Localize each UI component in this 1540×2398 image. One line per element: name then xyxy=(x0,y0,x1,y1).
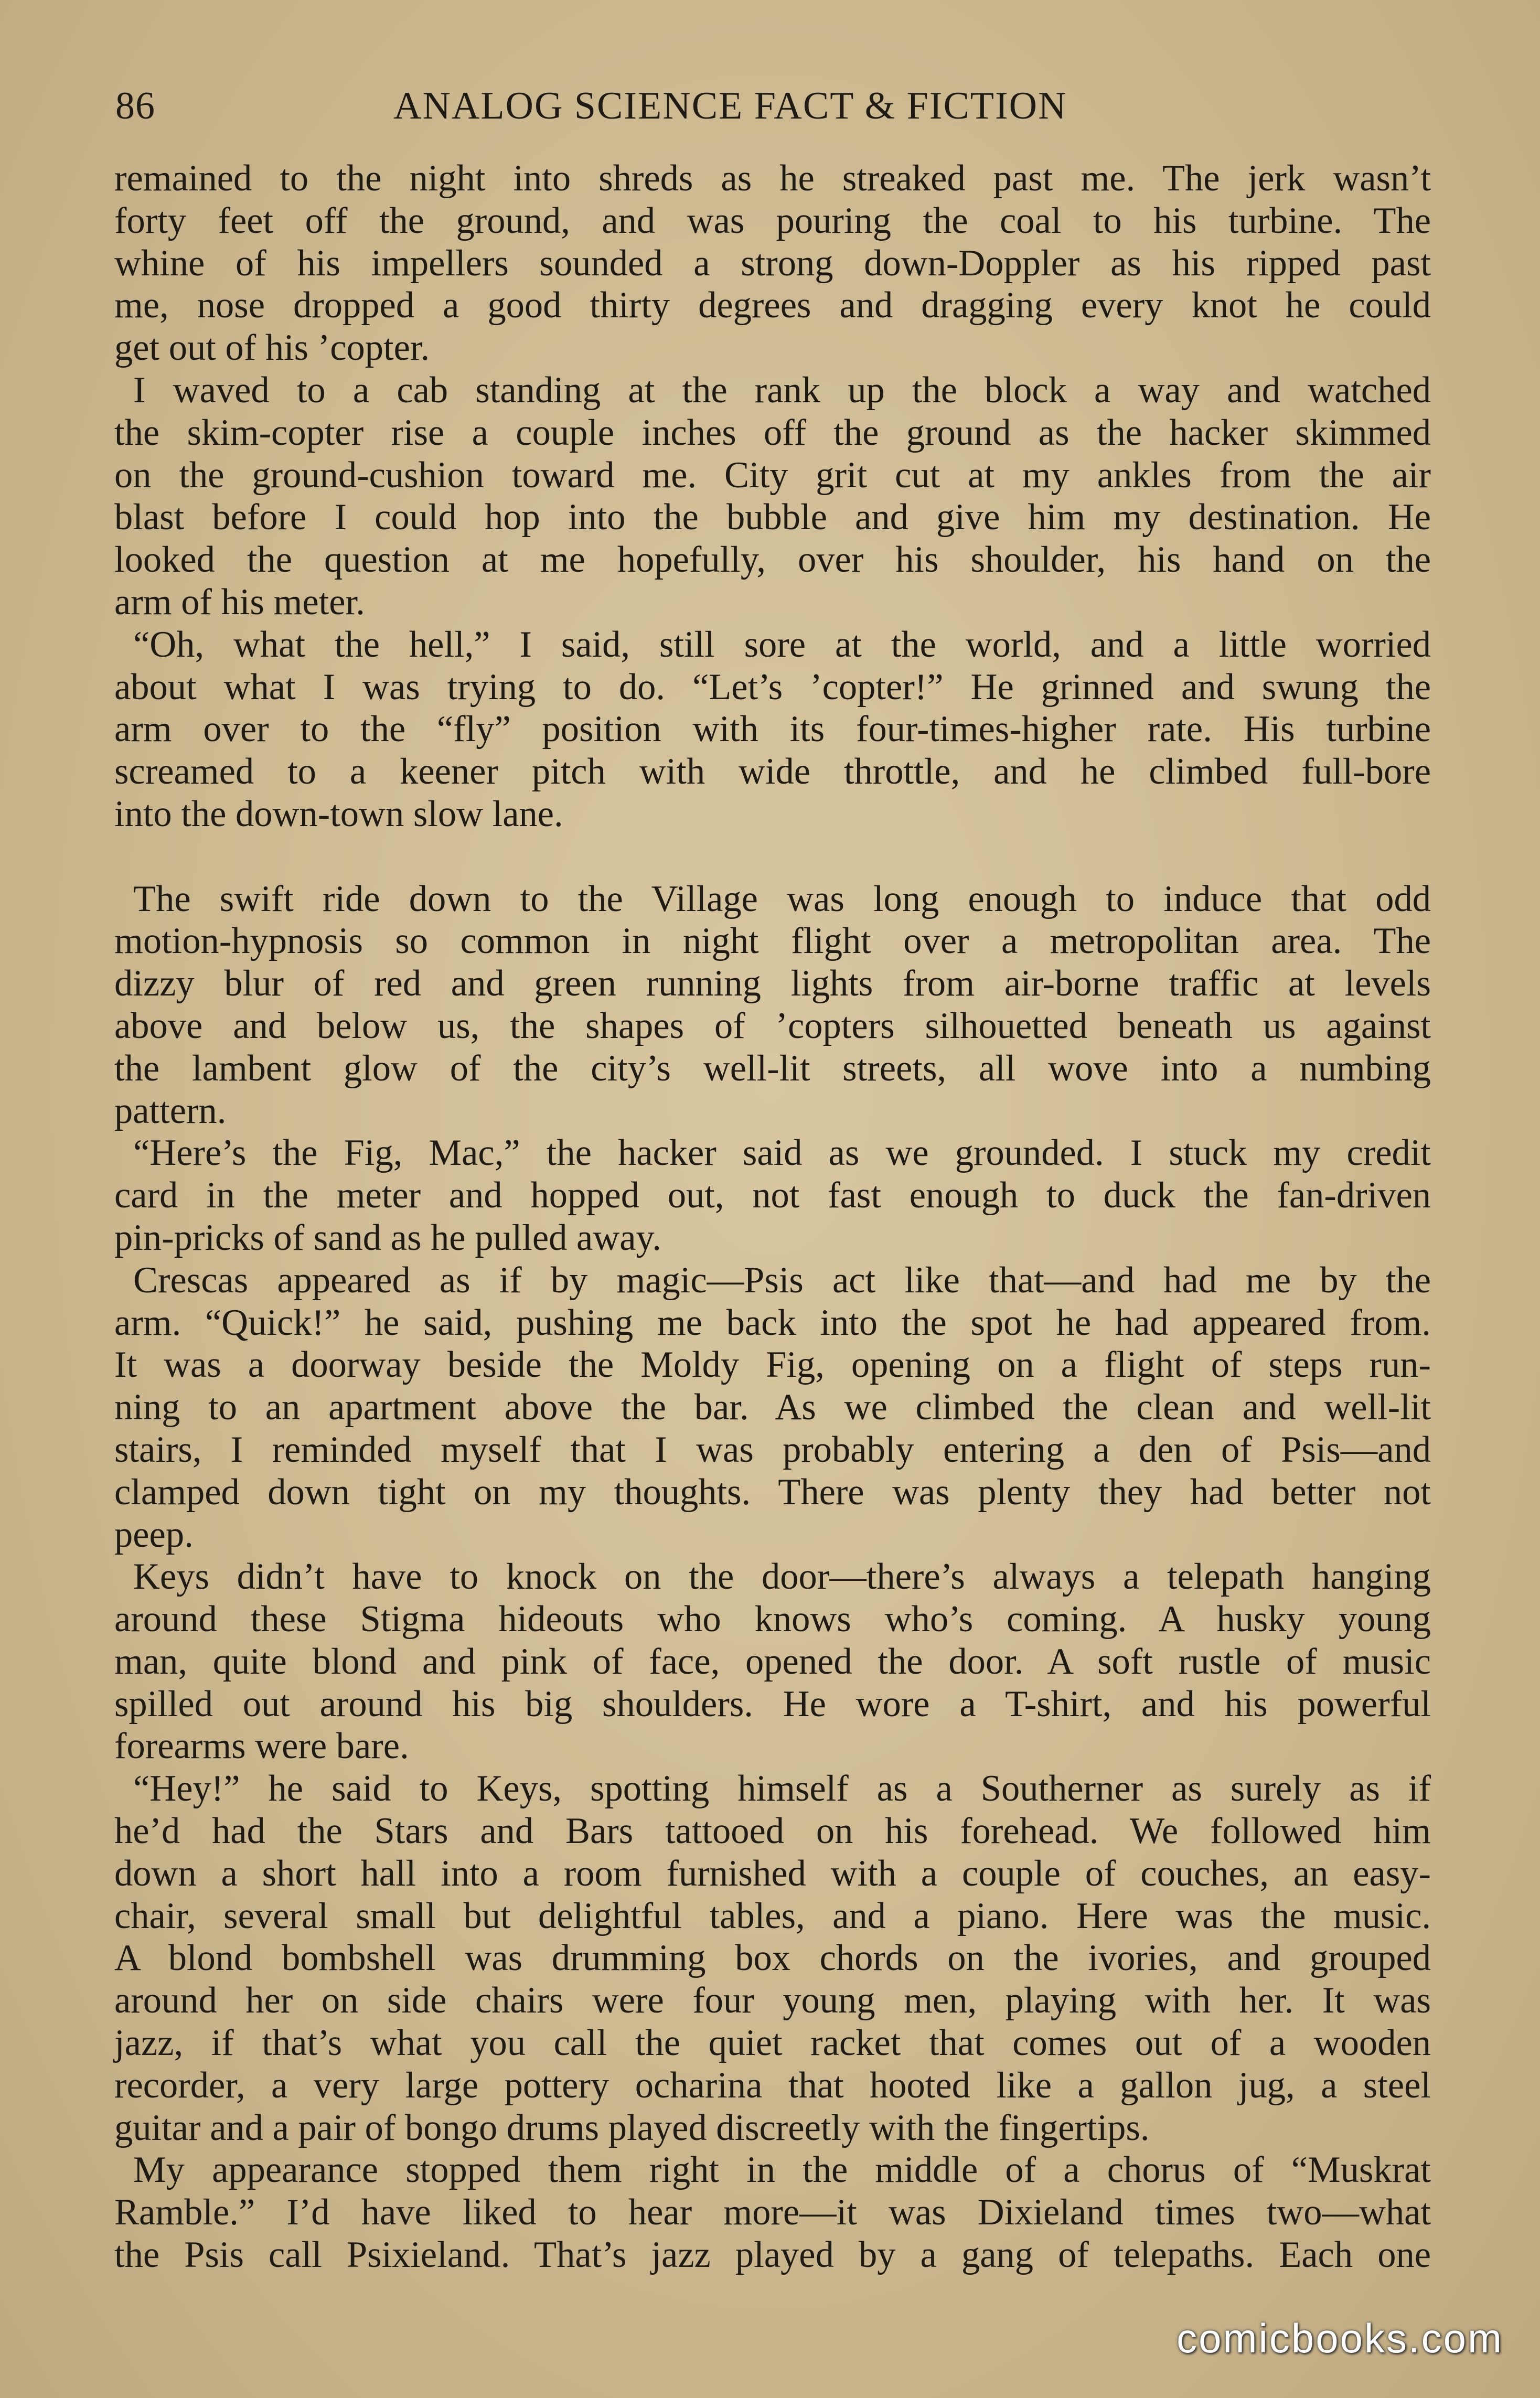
text-line: he’d had the Stars and Bars tattooed on his forehead. We followed him xyxy=(114,1811,1431,1852)
text-line: forty feet off the ground, and was pouring the coal to his turbine. The xyxy=(114,200,1431,241)
text-line: motion-hypnosis so common in night flight over a metropolitan area. The xyxy=(114,920,1431,962)
text-line: pattern. xyxy=(114,1090,227,1131)
text-line: into the down-town slow lane. xyxy=(114,793,563,834)
text-line: dizzy blur of red and green running lights from air-borne traffic at levels xyxy=(114,963,1431,1004)
text-line: on the ground-cushion toward me. City grit cut at my ankles from the air xyxy=(114,454,1431,496)
paragraph xyxy=(114,1768,1431,2149)
paragraph xyxy=(114,878,1431,1132)
text-line: recorder, a very large pottery ocharina that hooted like a gallon jug, a steel xyxy=(114,2064,1431,2106)
text-line: Crescas appeared as if by magic—Psis act like that—and had me by the xyxy=(133,1259,1431,1301)
text-line: chair, several small but delightful tables, and a piano. Here was the music. xyxy=(114,1895,1431,1936)
watermark: comicbooks.com xyxy=(1177,2315,1503,2361)
text-line: “Here’s the Fig, Mac,” the hacker said as we grounded. I stuck my credit xyxy=(133,1132,1431,1174)
text-line: about what I was trying to do. “Let’s ’copter!” He grinned and swung the xyxy=(114,666,1431,708)
text-line: the Psis call Psixieland. That’s jazz played by a gang of telepaths. Each one xyxy=(114,2234,1431,2276)
text-line: arm of his meter. xyxy=(114,581,365,623)
text-line: pin-pricks of sand as he pulled away. xyxy=(114,1217,661,1258)
text-line: screamed to a keener pitch with wide throttle, and he climbed full-bore xyxy=(114,751,1431,793)
text-line: the lambent glow of the city’s well-lit streets, all wove into a numbing xyxy=(114,1047,1431,1089)
text-line: jazz, if that’s what you call the quiet racket that comes out of a wooden xyxy=(114,2022,1431,2064)
text-line: me, nose dropped a good thirty degrees and dragging every knot he could xyxy=(114,285,1431,326)
text-line: stairs, I reminded myself that I was probably entering a den of Psis—and xyxy=(114,1429,1431,1470)
text-line: around these Stigma hideouts who knows who’s coming. A husky young xyxy=(114,1599,1431,1640)
text-line: My appearance stopped them right in the middle of a chorus of “Muskrat xyxy=(133,2149,1431,2191)
text-line: The swift ride down to the Village was long enough to induce that odd xyxy=(133,878,1431,919)
text-line: “Oh, what the hell,” I said, still sore at the world, and a little worried xyxy=(133,624,1431,665)
text-line: remained to the night into shreds as he streaked past me. The jerk wasn’t xyxy=(114,158,1431,199)
text-line: A blond bombshell was drumming box chords on the ivories, and grouped xyxy=(114,1937,1431,1979)
text-line: arm. “Quick!” he said, pushing me back into the spot he had appeared from. xyxy=(114,1302,1431,1343)
story-text xyxy=(114,157,1431,2276)
paragraph xyxy=(114,1132,1431,1259)
text-line: get out of his ’copter. xyxy=(114,327,430,369)
text-line: Ramble.” I’d have liked to hear more—it was Dixieland times two—what xyxy=(114,2192,1431,2233)
paragraph xyxy=(114,2149,1431,2276)
paragraph xyxy=(114,369,1431,624)
text-line: around her on side chairs were four young men, playing with her. It was xyxy=(114,1980,1431,2021)
text-line: blast before I could hop into the bubble and give him my destination. He xyxy=(114,497,1431,538)
text-line: I waved to a cab standing at the rank up the block a way and watched xyxy=(133,369,1431,411)
text-line: above and below us, the shapes of ’copters silhouetted beneath us against xyxy=(114,1005,1431,1046)
text-line: “Hey!” he said to Keys, spotting himself as a Southerner as surely as if xyxy=(133,1768,1431,1810)
running-head: ANALOG SCIENCE FACT & FICTION xyxy=(393,84,1067,127)
text-line: clamped down tight on my thoughts. There was plenty they had better not xyxy=(114,1471,1431,1513)
page-header xyxy=(115,84,1427,142)
text-line: looked the question at me hopefully, over his shoulder, his hand on the xyxy=(114,539,1431,581)
text-line: the skim-copter rise a couple inches off the ground as the hacker skimmed xyxy=(114,412,1431,453)
text-line: Keys didn’t have to knock on the door—there’s always a telepath hanging xyxy=(133,1556,1431,1598)
page-number: 86 xyxy=(115,84,155,127)
text-line: man, quite blond and pink of face, opened the door. A soft rustle of music xyxy=(114,1641,1431,1682)
paragraph xyxy=(114,1556,1431,1768)
section-break xyxy=(114,836,1431,878)
text-line: whine of his impellers sounded a strong down-Doppler as his ripped past xyxy=(114,242,1431,284)
text-line: guitar and a pair of bongo drums played discreetly with the fingertips. xyxy=(114,2107,1150,2148)
paragraph xyxy=(114,157,1431,369)
paragraph xyxy=(114,624,1431,836)
text-line: card in the meter and hopped out, not fast enough to duck the fan-driven xyxy=(114,1175,1431,1216)
text-line: forearms were bare. xyxy=(114,1726,409,1767)
text-line: It was a doorway beside the Moldy Fig, opening on a flight of steps run- xyxy=(114,1344,1431,1386)
text-line: ning to an apartment above the bar. As we climbed the clean and well-lit xyxy=(114,1387,1431,1428)
paragraph xyxy=(114,1259,1431,1556)
text-line: spilled out around his big shoulders. He wore a T-shirt, and his powerful xyxy=(114,1683,1431,1725)
text-line: arm over to the “fly” position with its four-times-higher rate. His turbine xyxy=(114,709,1431,750)
text-line: peep. xyxy=(114,1514,194,1555)
text-line: down a short hall into a room furnished with a couple of couches, an easy- xyxy=(114,1853,1431,1894)
